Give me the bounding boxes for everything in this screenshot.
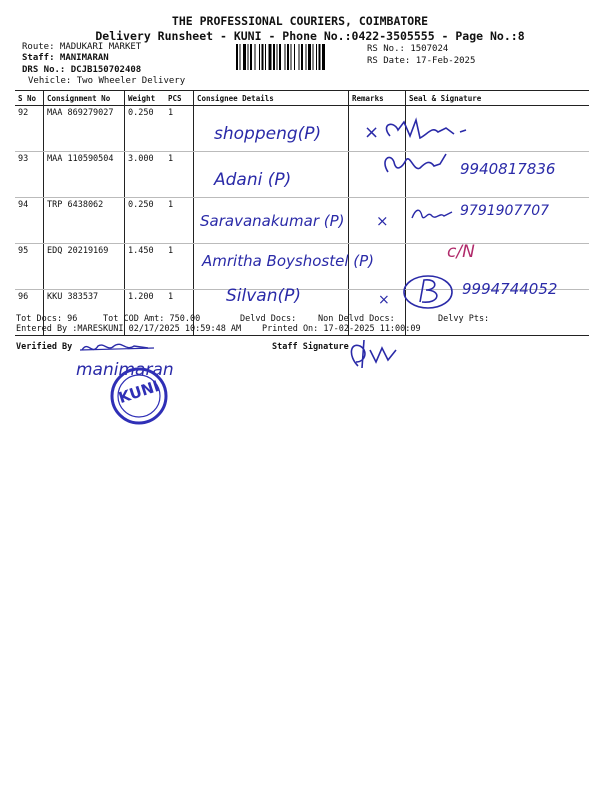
col-pcs: PCS [165, 91, 194, 106]
row-sno: 96 [15, 290, 44, 336]
row-pcs: 1 [165, 198, 194, 244]
remark-cross-92: × [364, 122, 380, 143]
col-remarks: Remarks [349, 91, 406, 106]
signature-93 [380, 150, 460, 180]
remark-cross-96: × [378, 292, 390, 308]
row-consignment: TRP 6438062 [44, 198, 125, 244]
row-consignment: EDQ 20219169 [44, 244, 125, 290]
staff-label: Staff: MANIMARAN [22, 53, 109, 63]
handwritten-consignee-94: Saravanakumar (P) [200, 212, 345, 230]
row-sno: 94 [15, 198, 44, 244]
row-weight: 0.250 [125, 198, 166, 244]
verified-by-label: Verified By [16, 342, 73, 352]
col-sno: S No [15, 91, 44, 106]
staff-signature-label: Staff Signature [272, 342, 349, 352]
total-cod-amount: Tot COD Amt: 750.00 [103, 314, 201, 324]
row-consignment: MAA 869279027 [44, 106, 125, 152]
vehicle-label: Vehicle: Two Wheeler Delivery [28, 76, 186, 86]
verified-signature [78, 338, 158, 358]
phone-96: 9994744052 [462, 280, 558, 298]
runsheet-subtitle: Delivery Runsheet - KUNI - Phone No.:0422-3505555 - Page No.:8 [95, 29, 525, 43]
barcode-image [235, 44, 363, 70]
signature-94 [408, 202, 458, 226]
rs-date: RS Date: 17-Feb-2025 [367, 56, 476, 66]
row-weight: 0.250 [125, 106, 166, 152]
signature-96 [398, 272, 460, 312]
delivery-points: Delvy Pts: [438, 314, 490, 324]
cn-note: c/N [447, 242, 475, 262]
col-weight: Weight [125, 91, 166, 106]
non-delivered-docs: Non Delvd Docs: [318, 314, 395, 324]
printed-on: Printed On: 17-02-2025 11:00:09 [262, 324, 421, 334]
phone-94: 9791907707 [460, 203, 550, 219]
route-label: Route: MADUKARI MARKET [22, 42, 142, 52]
row-weight: 1.450 [125, 244, 166, 290]
company-title: THE PROFESSIONAL COURIERS, COIMBATORE [171, 14, 429, 28]
row-sno: 93 [15, 152, 44, 198]
col-consignment: Consignment No [44, 91, 125, 106]
row-consignment: KKU 383537 [44, 290, 125, 336]
drs-label: DRS No.: DCJB150702408 [22, 65, 142, 75]
delivered-docs: Delvd Docs: [240, 314, 297, 324]
handwritten-consignee-96: Silvan(P) [226, 286, 302, 306]
col-consignee: Consignee Details [194, 91, 349, 106]
signature-92 [380, 116, 520, 146]
col-signature: Seal & Signature [406, 91, 590, 106]
row-pcs: 1 [165, 244, 194, 290]
row-sno: 95 [15, 244, 44, 290]
phone-93: 9940817836 [460, 160, 556, 178]
table-header-row [15, 91, 589, 106]
handwritten-consignee-95: Amritha Boyshostel (P) [202, 252, 375, 270]
entered-by: Entered By :MARESKUNI 02/17/2025 10:59:48 AM [16, 324, 242, 334]
row-weight: 1.200 [125, 290, 166, 336]
stamp-text: KUNI [116, 376, 162, 408]
row-pcs: 1 [165, 290, 194, 336]
row-consignment: MAA 110590504 [44, 152, 125, 198]
staff-signature [344, 336, 404, 370]
handwritten-consignee-92: shoppeng(P) [214, 124, 322, 144]
handwritten-consignee-93: Adani (P) [214, 170, 292, 190]
remark-cross-94: × [376, 212, 389, 230]
row-weight: 3.000 [125, 152, 166, 198]
row-pcs: 1 [165, 152, 194, 198]
row-sno: 92 [15, 106, 44, 152]
total-docs: Tot Docs: 96 [16, 314, 78, 324]
handwritten-staff-name: manimaran [76, 360, 174, 380]
row-pcs: 1 [165, 106, 194, 152]
rs-number: RS No.: 1507024 [367, 44, 449, 54]
